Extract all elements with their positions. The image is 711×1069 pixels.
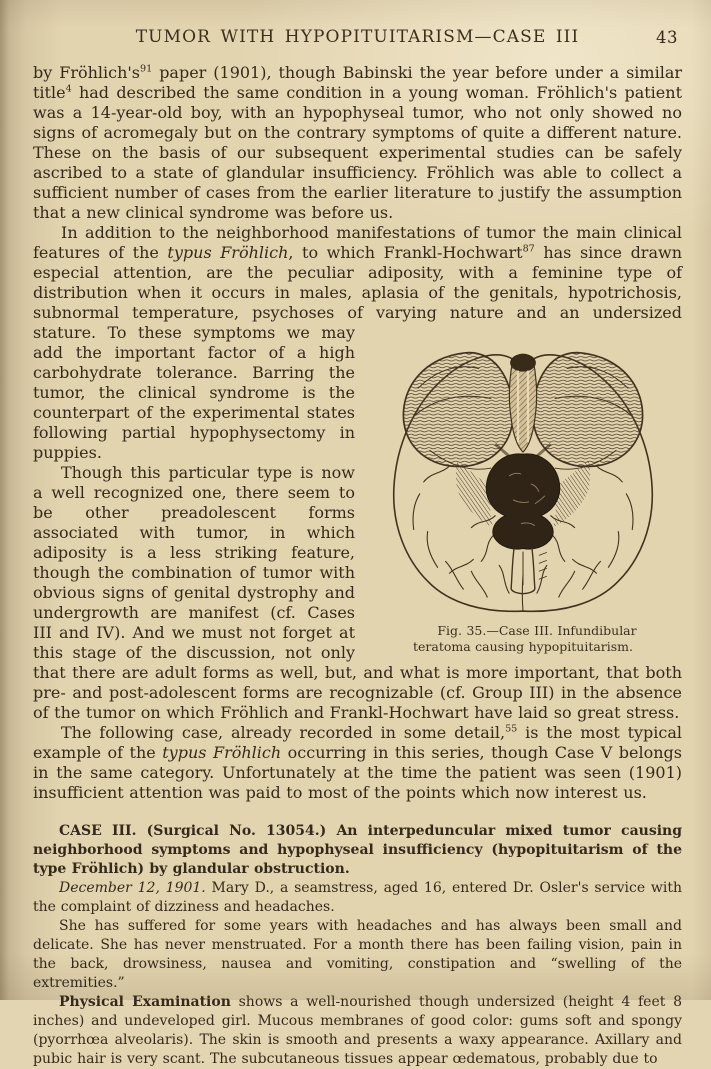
footnote-ref-87: 87 <box>522 243 535 255</box>
case-report-section <box>33 822 682 1069</box>
paragraph-frohlich-paper <box>33 63 682 223</box>
text-run: is the most typical example of the <box>33 723 683 762</box>
physical-examination-label: Physical Examination <box>59 994 231 1010</box>
case-heading <box>33 822 682 879</box>
text-run: has since drawn especial attention, are the peculiar adiposity, with a feminine type of distribution when it occurs in males, aplasia of the genitals, hypotrichosis, subnormal temperature, psychoses of varying nature and an undersized <box>33 243 682 322</box>
footnote-ref-91: 91 <box>140 63 153 75</box>
text-run: paper (1901), though Babinski the year before under a similar title <box>33 63 683 102</box>
figure-35 <box>364 325 682 654</box>
paragraph-following-case <box>33 723 682 803</box>
text-run: The following case, already recorded in some detail, <box>61 723 506 742</box>
case-paragraph-admission <box>33 879 682 917</box>
text-run: by Fröhlich's <box>33 63 141 82</box>
text-run: She has suffered for some years with headaches and has always been small and delicate. She has never menstruated. For a month there has been failing vision, pain in the back, drowsiness, nausea and vomiting, constipation and “swelling of the extremities.” <box>33 918 682 991</box>
case-paragraph-history <box>33 917 682 993</box>
page-header <box>33 27 682 51</box>
page-number: 43 <box>656 28 678 47</box>
admission-date: December 12, 1901. <box>59 880 206 896</box>
text-run: , to which Frankl-Hochwart <box>288 243 523 262</box>
text-run: occurring in this series, though Case V belongs in the same category. Unfortunately at the time the patient was seen (1901) insufficient attention was paid to most of the points which now interest us. <box>33 743 683 802</box>
body-text <box>33 63 682 803</box>
text-run: had described the same condition in a young woman. Fröhlich's patient was a 14-year-old boy, with an hypophyseal tumor, who not only showed no signs of acromegaly but on the contrary symptoms of quite a different nature. These on the basis of our subsequent experimental studies can be safely ascribed to a state of glandular insufficiency. Fröhlich was able to collect a sufficient number of cases from the earlier literature to justify the assumption that a new clinical syndrome was before us. <box>33 83 682 222</box>
text-run: stature. To these symptoms we may add the important factor of a high carbohydrate tolerance. Barring the tumor, the clinical syndrome is the counterpart of the experimental states following partial hypophysectomy in puppies. <box>33 323 355 462</box>
text-run: shows a well-nourished though undersized (height 4 feet 8 inches) and undeveloped girl. Mucous membranes of good color: gums soft and spongy (pyorrhœa alveolaris). The skin is smooth and presents a waxy appearance. Axillary and pubic hair is very scant. The subcutaneous tissues appear œdematous, probably due to <box>33 994 682 1067</box>
case-description: An interpeduncular mixed tumor causing neighborhood symptoms and hypophyseal insufficiency (hypopituitarism of the type Fröhlich) by glandular obstruction. <box>33 823 682 877</box>
text-run: Though this particular type is now a well recognized one, there seem to be other preadolescent forms associated with tumor, in which adiposity is a less striking feature, though the combination of tumor with obvious signs of genital dystrophy and undergrowth are manifest (cf. Cases III and IV). And we must not forget at this stage of the discussion, not only that there are adult forms as well, but, and what is more important, that both pre- and post-adolescent forms are recognizable (cf. Group III) in the absence of the tumor on which Fröhlich and Frankl-Hochwart have laid so great stress. <box>33 463 682 722</box>
brain-basal-view-illustration <box>364 325 682 615</box>
latin-term: typus Fröhlich <box>167 243 289 262</box>
surgical-number: (Surgical No. 13054.) <box>136 823 337 839</box>
running-head-title: TUMOR WITH HYPOPITUITARISM—CASE III <box>135 27 580 47</box>
case-label: CASE III. <box>59 823 137 839</box>
footnote-ref-4: 4 <box>65 83 72 95</box>
latin-term: typus Fröhlich <box>162 743 282 762</box>
text-run: In addition to the neighborhood manifestations of tumor the main clinical features of the <box>33 223 682 262</box>
case-paragraph-physical-exam <box>33 993 682 1069</box>
figure-caption: Fig. 35.—Case III. Infundibular teratoma causing hypopituitarism. <box>412 623 637 654</box>
tumor-mass <box>486 454 560 549</box>
footnote-ref-55: 55 <box>505 723 518 735</box>
text-run: Mary D., a seamstress, aged 16, entered Dr. Osler's service with the complaint of dizziness and headaches. <box>33 880 682 915</box>
medulla-cord <box>511 548 547 593</box>
